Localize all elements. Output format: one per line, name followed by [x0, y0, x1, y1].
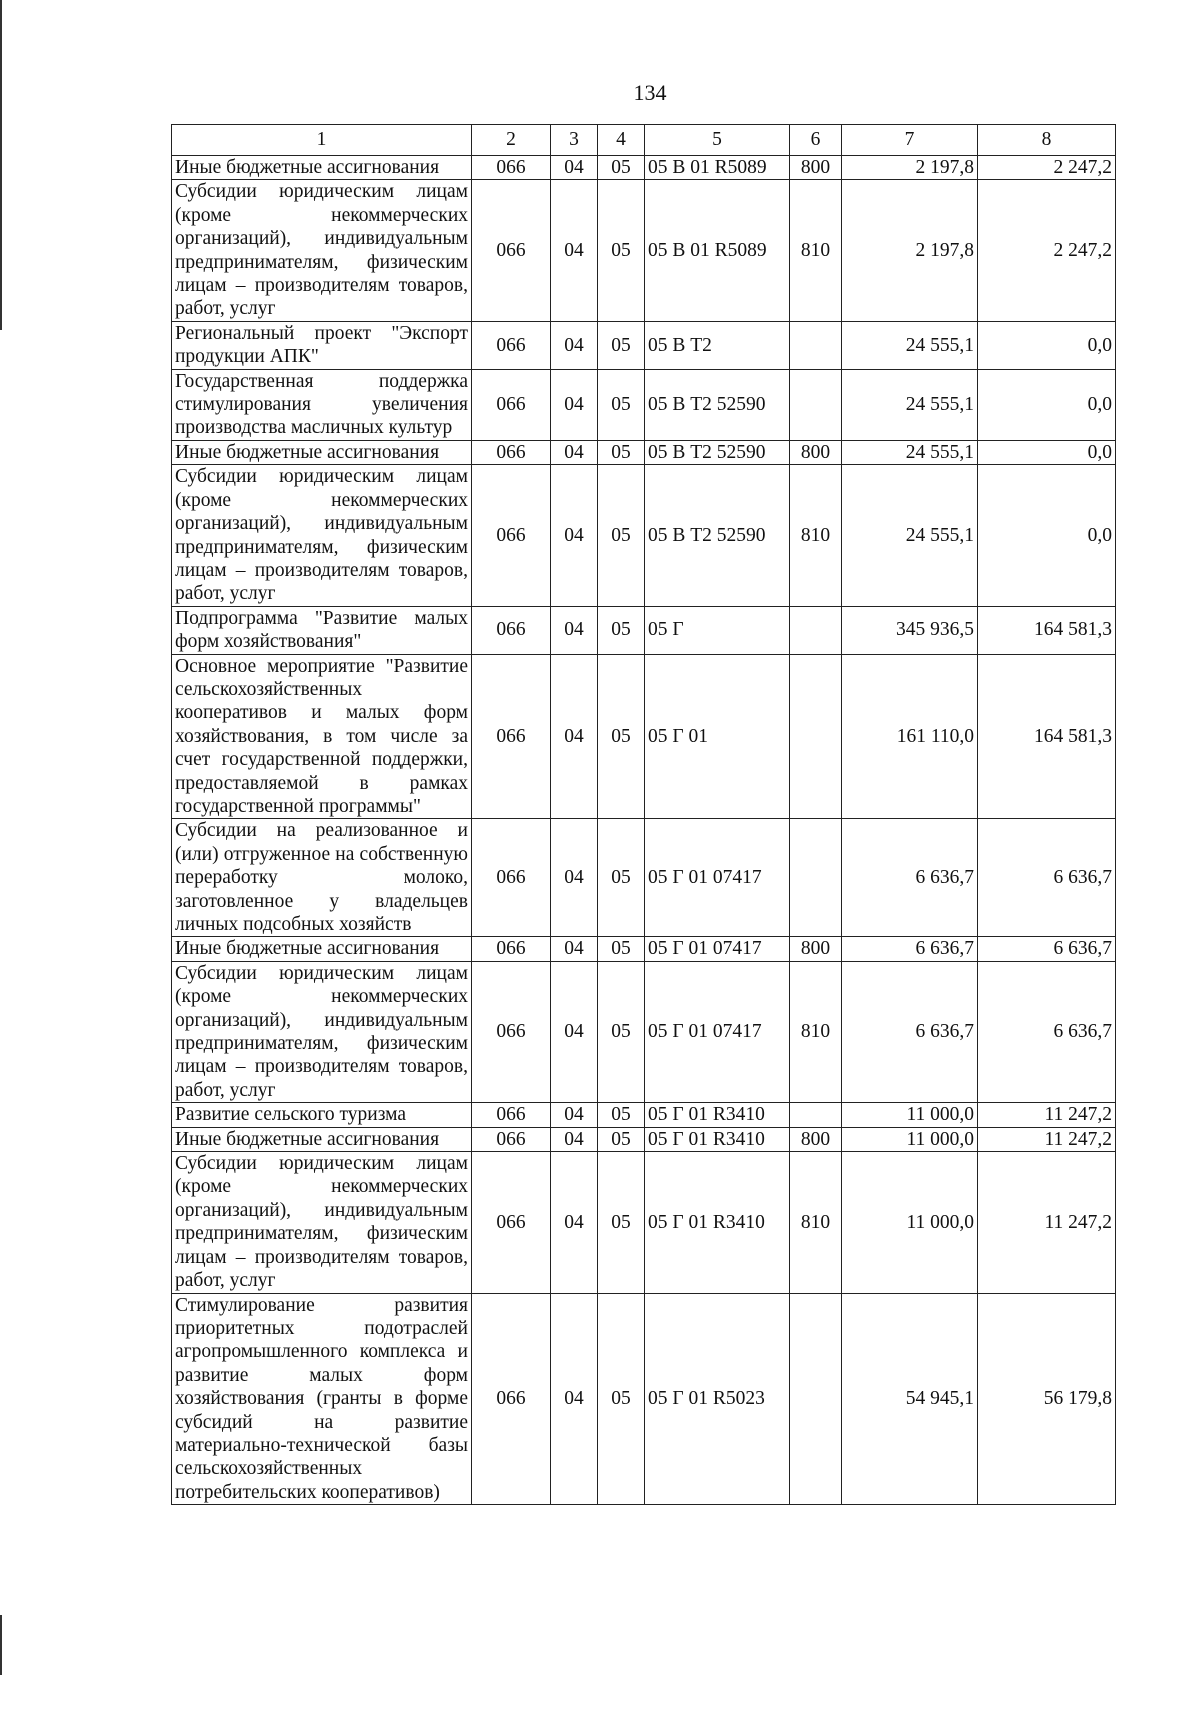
table-row [172, 1293, 1116, 1505]
cell-amount-year1: 2 197,8 [842, 156, 978, 180]
cell-target-article: 05 В Т2 [645, 321, 790, 369]
row-name: Стимулирование развития приоритетных подотраслей агропромышленного комплекса и развитие малых форм хозяйствования (гранты в форме субсидий на развитие материально-технической базы сельскохозяйственных потребительских кооперативов) [172, 1293, 472, 1505]
cell-subsection: 05 [598, 819, 645, 937]
cell-expense-type: 810 [790, 465, 842, 606]
cell-target-article: 05 В Т2 52590 [645, 440, 790, 464]
cell-subsection: 05 [598, 1103, 645, 1127]
cell-section: 04 [551, 1103, 598, 1127]
table-row [172, 156, 1116, 180]
cell-expense-type [790, 819, 842, 937]
cell-section: 04 [551, 1127, 598, 1151]
cell-target-article: 05 В 01 R5089 [645, 180, 790, 321]
cell-amount-year2: 0,0 [978, 440, 1116, 464]
row-name: Субсидии юридическим лицам (кроме некоммерческих организаций), индивидуальным предпринимателям, физическим лицам – производителям товаров, работ, услуг [172, 961, 472, 1102]
cell-subsection: 05 [598, 654, 645, 819]
cell-ministry-code: 066 [472, 1152, 551, 1293]
cell-amount-year2: 0,0 [978, 369, 1116, 440]
cell-expense-type [790, 1293, 842, 1505]
cell-expense-type: 810 [790, 1152, 842, 1293]
table-row [172, 180, 1116, 321]
table-row [172, 606, 1116, 654]
page-number: 134 [633, 80, 667, 105]
cell-subsection: 05 [598, 1293, 645, 1505]
cell-ministry-code: 066 [472, 961, 551, 1102]
column-header: 6 [790, 125, 842, 156]
table-row [172, 1127, 1116, 1151]
cell-section: 04 [551, 440, 598, 464]
cell-amount-year2: 6 636,7 [978, 937, 1116, 961]
cell-ministry-code: 066 [472, 1127, 551, 1151]
cell-amount-year2: 11 247,2 [978, 1152, 1116, 1293]
cell-expense-type: 800 [790, 937, 842, 961]
cell-target-article: 05 Г 01 07417 [645, 961, 790, 1102]
table-row [172, 1152, 1116, 1293]
cell-amount-year2: 6 636,7 [978, 961, 1116, 1102]
cell-subsection: 05 [598, 1152, 645, 1293]
cell-amount-year2: 164 581,3 [978, 654, 1116, 819]
cell-section: 04 [551, 465, 598, 606]
cell-target-article: 05 Г 01 [645, 654, 790, 819]
cell-subsection: 05 [598, 465, 645, 606]
cell-section: 04 [551, 156, 598, 180]
cell-expense-type: 810 [790, 961, 842, 1102]
row-name: Иные бюджетные ассигнования [172, 440, 472, 464]
cell-amount-year1: 24 555,1 [842, 440, 978, 464]
cell-target-article: 05 Г 01 R5023 [645, 1293, 790, 1505]
cell-subsection: 05 [598, 369, 645, 440]
cell-amount-year2: 6 636,7 [978, 819, 1116, 937]
table-row [172, 465, 1116, 606]
cell-target-article: 05 В 01 R5089 [645, 156, 790, 180]
cell-amount-year1: 11 000,0 [842, 1152, 978, 1293]
cell-ministry-code: 066 [472, 321, 551, 369]
table-row [172, 440, 1116, 464]
cell-amount-year2: 2 247,2 [978, 156, 1116, 180]
column-header: 8 [978, 125, 1116, 156]
cell-ministry-code: 066 [472, 1293, 551, 1505]
cell-target-article: 05 Г 01 07417 [645, 819, 790, 937]
column-header: 7 [842, 125, 978, 156]
cell-target-article: 05 Г 01 R3410 [645, 1152, 790, 1293]
cell-expense-type [790, 321, 842, 369]
cell-section: 04 [551, 1152, 598, 1293]
cell-ministry-code: 066 [472, 654, 551, 819]
cell-target-article: 05 Г 01 07417 [645, 937, 790, 961]
table-row [172, 654, 1116, 819]
cell-ministry-code: 066 [472, 606, 551, 654]
row-name: Развитие сельского туризма [172, 1103, 472, 1127]
row-name: Иные бюджетные ассигнования [172, 937, 472, 961]
scan-edge-line [0, 1615, 2, 1675]
cell-target-article: 05 В Т2 52590 [645, 465, 790, 606]
column-header: 2 [472, 125, 551, 156]
table-row [172, 819, 1116, 937]
cell-expense-type [790, 369, 842, 440]
cell-section: 04 [551, 654, 598, 819]
cell-subsection: 05 [598, 1127, 645, 1151]
cell-section: 04 [551, 819, 598, 937]
row-name: Региональный проект "Экспорт продукции АПК" [172, 321, 472, 369]
cell-subsection: 05 [598, 606, 645, 654]
cell-subsection: 05 [598, 180, 645, 321]
cell-subsection: 05 [598, 156, 645, 180]
cell-subsection: 05 [598, 440, 645, 464]
cell-amount-year2: 56 179,8 [978, 1293, 1116, 1505]
table-row [172, 369, 1116, 440]
cell-section: 04 [551, 961, 598, 1102]
cell-amount-year1: 24 555,1 [842, 369, 978, 440]
row-name: Подпрограмма "Развитие малых форм хозяйствования" [172, 606, 472, 654]
row-name: Государственная поддержка стимулирования увеличения производства масличных культур [172, 369, 472, 440]
row-name: Субсидии на реализованное и (или) отгруженное на собственную переработку молоко, заготовленное у владельцев личных подсобных хозяйств [172, 819, 472, 937]
scan-edge-line [0, 0, 2, 330]
cell-section: 04 [551, 369, 598, 440]
row-name: Субсидии юридическим лицам (кроме некоммерческих организаций), индивидуальным предпринимателям, физическим лицам – производителям товаров, работ, услуг [172, 1152, 472, 1293]
cell-amount-year1: 24 555,1 [842, 321, 978, 369]
cell-section: 04 [551, 606, 598, 654]
cell-expense-type: 810 [790, 180, 842, 321]
cell-subsection: 05 [598, 321, 645, 369]
row-name: Субсидии юридическим лицам (кроме некоммерческих организаций), индивидуальным предпринимателям, физическим лицам – производителям товаров, работ, услуг [172, 180, 472, 321]
cell-target-article: 05 В Т2 52590 [645, 369, 790, 440]
cell-ministry-code: 066 [472, 156, 551, 180]
row-name: Иные бюджетные ассигнования [172, 1127, 472, 1151]
budget-table [171, 124, 1116, 1505]
table-row [172, 937, 1116, 961]
cell-amount-year2: 164 581,3 [978, 606, 1116, 654]
table-row [172, 321, 1116, 369]
cell-section: 04 [551, 180, 598, 321]
cell-expense-type: 800 [790, 1127, 842, 1151]
cell-amount-year2: 11 247,2 [978, 1103, 1116, 1127]
cell-ministry-code: 066 [472, 819, 551, 937]
cell-expense-type [790, 606, 842, 654]
cell-expense-type: 800 [790, 440, 842, 464]
cell-ministry-code: 066 [472, 465, 551, 606]
cell-amount-year1: 54 945,1 [842, 1293, 978, 1505]
cell-amount-year1: 11 000,0 [842, 1127, 978, 1151]
cell-target-article: 05 Г [645, 606, 790, 654]
cell-amount-year2: 2 247,2 [978, 180, 1116, 321]
column-header: 3 [551, 125, 598, 156]
cell-ministry-code: 066 [472, 180, 551, 321]
cell-section: 04 [551, 1293, 598, 1505]
cell-amount-year1: 11 000,0 [842, 1103, 978, 1127]
cell-amount-year1: 345 936,5 [842, 606, 978, 654]
cell-amount-year1: 2 197,8 [842, 180, 978, 321]
row-name: Основное мероприятие "Развитие сельскохозяйственных кооперативов и малых форм хозяйствования, в том числе за счет государственной поддержки, предоставляемой в рамках государственной программы" [172, 654, 472, 819]
cell-target-article: 05 Г 01 R3410 [645, 1127, 790, 1151]
cell-ministry-code: 066 [472, 1103, 551, 1127]
column-header: 1 [172, 125, 472, 156]
cell-ministry-code: 066 [472, 369, 551, 440]
cell-amount-year1: 24 555,1 [842, 465, 978, 606]
table-row [172, 1103, 1116, 1127]
cell-section: 04 [551, 321, 598, 369]
cell-target-article: 05 Г 01 R3410 [645, 1103, 790, 1127]
cell-amount-year1: 6 636,7 [842, 937, 978, 961]
cell-amount-year1: 6 636,7 [842, 961, 978, 1102]
cell-amount-year2: 0,0 [978, 465, 1116, 606]
header-row [172, 125, 1116, 156]
cell-amount-year2: 0,0 [978, 321, 1116, 369]
cell-expense-type [790, 1103, 842, 1127]
cell-amount-year2: 11 247,2 [978, 1127, 1116, 1151]
table-row [172, 961, 1116, 1102]
cell-section: 04 [551, 937, 598, 961]
cell-amount-year1: 6 636,7 [842, 819, 978, 937]
cell-ministry-code: 066 [472, 937, 551, 961]
cell-ministry-code: 066 [472, 440, 551, 464]
row-name: Субсидии юридическим лицам (кроме некоммерческих организаций), индивидуальным предпринимателям, физическим лицам – производителям товаров, работ, услуг [172, 465, 472, 606]
column-header: 5 [645, 125, 790, 156]
cell-expense-type [790, 654, 842, 819]
cell-amount-year1: 161 110,0 [842, 654, 978, 819]
row-name: Иные бюджетные ассигнования [172, 156, 472, 180]
cell-expense-type: 800 [790, 156, 842, 180]
cell-subsection: 05 [598, 961, 645, 1102]
cell-subsection: 05 [598, 937, 645, 961]
column-header: 4 [598, 125, 645, 156]
